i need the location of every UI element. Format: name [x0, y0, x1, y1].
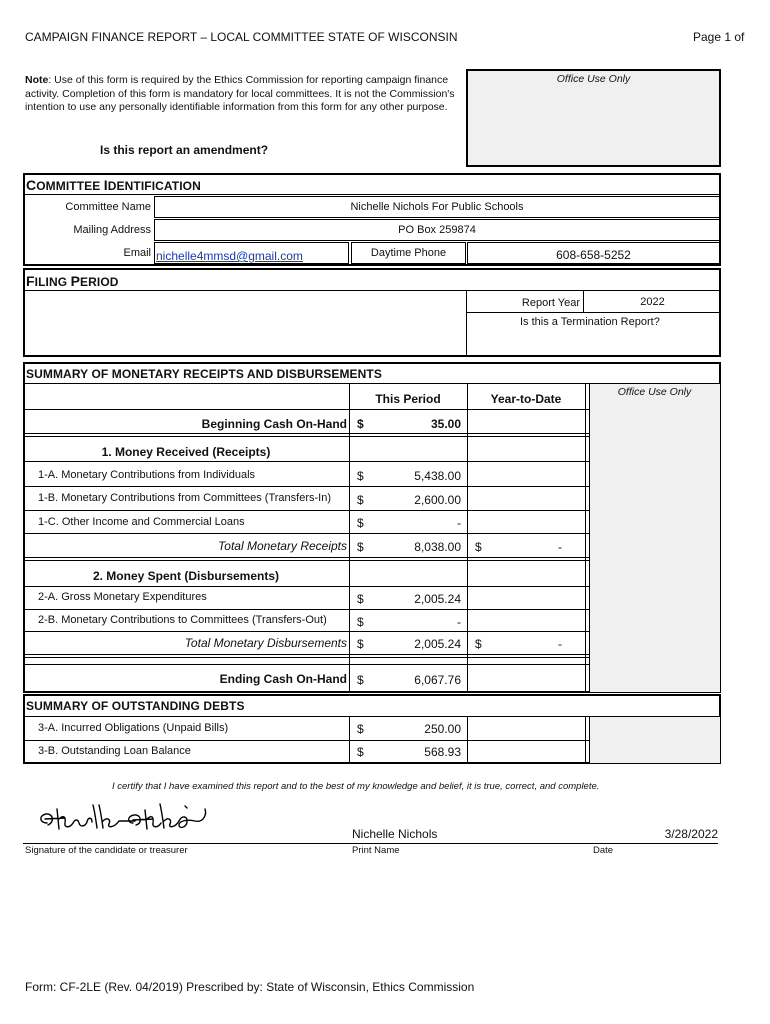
date-value[interactable]: 3/28/2022	[664, 827, 718, 841]
summary-office-use-column	[589, 384, 720, 692]
receipts-1b-label: 1-B. Monetary Contributions from Committees (Transfers-In)	[38, 492, 332, 504]
mailing-address-label: Mailing Address	[73, 224, 151, 236]
report-title: CAMPAIGN FINANCE REPORT – LOCAL COMMITTEE STATE OF WISCONSIN	[25, 30, 458, 44]
print-name-label: Print Name	[352, 845, 400, 856]
mailing-address-value: PO Box 259874	[398, 224, 476, 236]
receipts-1a-currency: $	[357, 469, 364, 483]
receipts-1b-value: 2,600.00	[414, 493, 461, 507]
spent-heading: 2. Money Spent (Disbursements)	[92, 569, 280, 583]
ending-cash-label: Ending Cash On-Hand	[219, 672, 347, 686]
ending-cash-value: 6,067.76	[414, 673, 461, 687]
col-this-period: This Period	[375, 392, 441, 406]
ending-cash-currency: $	[357, 673, 364, 687]
daytime-phone-value: 608-658-5252	[556, 248, 631, 262]
spent-2a-label: 2-A. Gross Monetary Expenditures	[38, 591, 207, 603]
committee-name-value: Nichelle Nichols For Public Schools	[350, 201, 524, 213]
note-text	[25, 74, 463, 115]
total-disbursements-value: 2,005.24	[414, 637, 461, 651]
total-receipts-ytd-currency: $	[475, 540, 482, 554]
certification-statement: I certify that I have examined this report and to the best of my knowledge and belief, it is true, correct, and complete.	[112, 781, 600, 792]
email-label: Email	[123, 247, 151, 259]
form-footer: Form: CF-2LE (Rev. 04/2019) Prescribed by: State of Wisconsin, Ethics Commission	[25, 980, 475, 994]
debts-3b-currency: $	[357, 745, 364, 759]
date-label: Date	[593, 845, 614, 856]
committee-name-label: Committee Name	[65, 201, 151, 213]
receipts-1c-value: -	[457, 516, 461, 530]
receipts-heading: 1. Money Received (Receipts)	[101, 445, 271, 459]
spent-2b-label: 2-B. Monetary Contributions to Committees (Transfers-Out)	[38, 614, 327, 626]
total-receipts-label: Total Monetary Receipts	[218, 539, 347, 553]
beginning-cash-label: Beginning Cash On-Hand	[201, 417, 347, 431]
summary-section-title: SUMMARY OF MONETARY RECEIPTS AND DISBURSEMENTS	[26, 367, 382, 381]
total-receipts-value: 8,038.00	[414, 540, 461, 554]
debts-3b-label: 3-B. Outstanding Loan Balance	[38, 745, 191, 757]
filing-section-title: FILING PERIOD	[26, 273, 119, 289]
office-use-box	[466, 69, 721, 167]
note-label: Note	[25, 74, 49, 86]
receipts-1a-value: 5,438.00	[414, 469, 461, 483]
summary-office-use-label: Office Use Only	[617, 386, 692, 398]
daytime-phone-label: Daytime Phone	[370, 247, 447, 259]
committee-section-title: COMMITTEE IDENTIFICATION	[26, 177, 201, 193]
spent-2b-value: -	[457, 615, 461, 629]
col-year-to-date: Year-to-Date	[490, 392, 562, 406]
report-year-label: Report Year	[521, 297, 580, 309]
termination-question: Is this a Termination Report?	[520, 316, 660, 328]
spent-2b-currency: $	[357, 615, 364, 629]
total-disbursements-ytd-currency: $	[475, 637, 482, 651]
debts-section-title: SUMMARY OF OUTSTANDING DEBTS	[26, 699, 245, 713]
beginning-cash-currency: $	[357, 417, 364, 431]
print-name-value[interactable]: Nichelle Nichols	[352, 827, 438, 841]
total-disbursements-currency: $	[357, 637, 364, 651]
handwritten-signature	[35, 801, 225, 837]
office-use-label: Office Use Only	[556, 73, 631, 85]
spent-2a-currency: $	[357, 592, 364, 606]
note-body: : Use of this form is required by the Ethics Commission for reporting campaign finance activity. Completion of this form is mandatory for local committees. It is not the Commission's intention to use any personally identifiable information from this form for any other purpose.	[25, 74, 455, 114]
debts-office-use-column	[589, 717, 720, 763]
debts-3b-value: 568.93	[424, 745, 461, 759]
receipts-1a-label: 1-A. Monetary Contributions from Individuals	[38, 469, 256, 481]
debts-3a-label: 3-A. Incurred Obligations (Unpaid Bills)	[38, 722, 229, 734]
total-disbursements-label: Total Monetary Disbursements	[184, 636, 347, 650]
spent-2a-value: 2,005.24	[414, 592, 461, 606]
receipts-1c-currency: $	[357, 516, 364, 530]
debts-3a-currency: $	[357, 722, 364, 736]
total-receipts-currency: $	[357, 540, 364, 554]
receipts-1c-label: 1-C. Other Income and Commercial Loans	[38, 516, 245, 528]
total-disbursements-ytd-value: -	[558, 637, 562, 651]
total-receipts-ytd-value: -	[558, 540, 562, 554]
receipts-1b-currency: $	[357, 493, 364, 507]
beginning-cash-value: 35.00	[430, 417, 461, 431]
email-value[interactable]: nichelle4mmsd@gmail.com	[156, 249, 303, 263]
report-year-value[interactable]: 2022	[640, 296, 665, 308]
debts-3a-value: 250.00	[424, 722, 461, 736]
page-number: Page 1 of	[693, 30, 745, 44]
signature-label: Signature of the candidate or treasurer	[25, 845, 188, 856]
amendment-question: Is this report an amendment?	[100, 143, 269, 157]
